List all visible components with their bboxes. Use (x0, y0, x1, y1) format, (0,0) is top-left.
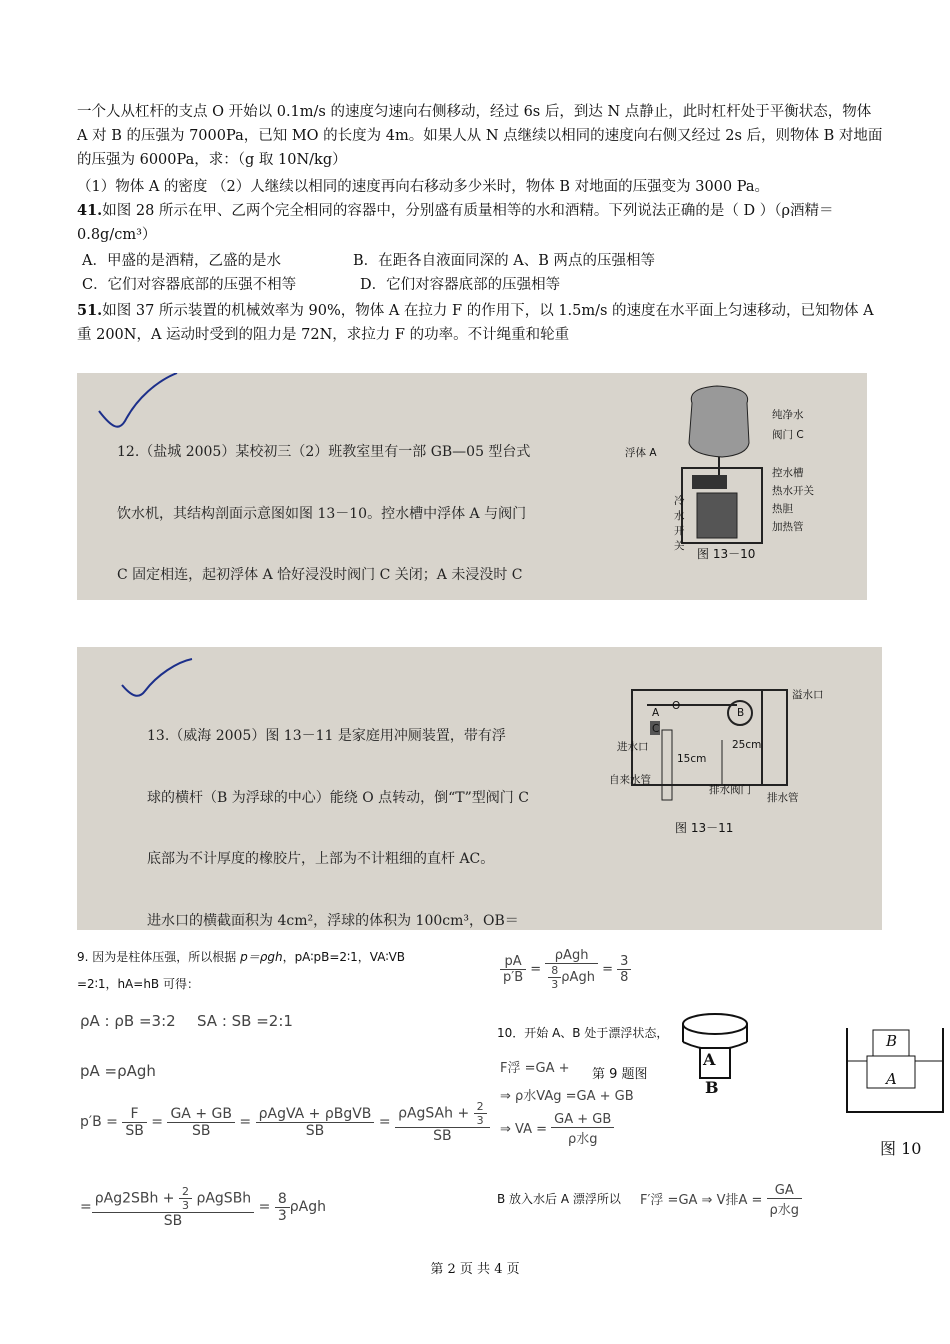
den: ρ水g (567, 1132, 598, 1147)
question-51-number: 51. (77, 302, 103, 319)
label-hot-switch: 热水开关 (772, 485, 814, 497)
den: SB (191, 1122, 211, 1139)
label-float-a: 浮体 A (625, 447, 657, 459)
scan1-line: C 固定相连，起初浮体 A 恰好浸没时阀门 C 关闭；A 未浸没时 C (117, 567, 523, 583)
eq-d (640, 1183, 802, 1218)
num: ρAgVA + ρBgVB (256, 1106, 375, 1123)
solution-9-text: 9. 因为是柱体压强，所以根据 (77, 950, 237, 964)
num: 8 (548, 964, 561, 978)
num: ρAgh (545, 948, 598, 964)
f-float-eq: F浮 =GA + (500, 1061, 570, 1076)
frac-eq-c (551, 1112, 614, 1147)
num: F (122, 1106, 147, 1123)
frac-2-3b (179, 1185, 192, 1212)
den: SB (125, 1122, 144, 1139)
label-drain-valve: 排水阀门 (709, 784, 751, 796)
frac-gab-sb (167, 1106, 235, 1139)
solution-9-line2: =2∶1，hA=hB 可得： (77, 977, 199, 991)
num-text: ρAgSAh + (398, 1105, 470, 1122)
figure-caption-13-11: 图 13－11 (675, 821, 734, 835)
label-25cm: 25cm (732, 739, 762, 751)
option-c: C．它们对容器底部的压强不相等 (82, 277, 297, 293)
label-b: B (737, 707, 745, 719)
label-o: O (672, 700, 681, 712)
frac-rgh (545, 948, 598, 991)
den (545, 964, 598, 991)
num: GA + GB (167, 1106, 235, 1123)
eq-c (500, 1112, 614, 1147)
eq-c-text: ⇒ VA = (500, 1122, 548, 1137)
option-b: B．在距各自液面同深的 A、B 两点的压强相等 (353, 253, 655, 269)
s-ratio: SA : SB =2:1 (197, 1012, 293, 1030)
fig9-caption: 第 9 题图 (592, 1067, 648, 1082)
problem-intro-text: 一个人从杠杆的支点 O 开始以 0.1m/s 的速度匀速向右侧移动，经过 6s 后，到达 N 点静止，此时杠杆处于平衡状态，物体 A 对 B 的压强为 7000Pa，已知 MO 的长度为 4m。如果人从 N 点继续以相同的速度向右侧又经过 2s 后，则物体 B 对地面的压强为 6000Pa，求：（g 取 10N/kg） (77, 104, 883, 168)
result: ρAgh (289, 1199, 326, 1215)
label-overflow: 溢水口 (792, 689, 824, 701)
rho-ratio: ρA : ρB =3:2 (80, 1012, 176, 1030)
label-heater: 加热管 (772, 521, 804, 533)
eq-d-text: F′浮 =GA ⇒ V排A = (640, 1193, 763, 1208)
frac-f-sb (122, 1106, 147, 1139)
num: 2 (474, 1100, 487, 1114)
den-rgh: ρAgh (561, 970, 595, 985)
den: SB (433, 1128, 452, 1144)
num (395, 1100, 490, 1128)
label-liner: 热胆 (772, 503, 793, 515)
scan2-line: 球的横杆（B 为浮球的中心）能绕 O 点转动，倒“T”型阀门 C (147, 789, 529, 806)
fig10-b: B (886, 1032, 898, 1050)
pb-lhs: p′B (80, 1114, 102, 1130)
label-valve-c: 阀门 C (772, 429, 804, 441)
label-15cm: 15cm (677, 753, 707, 765)
problem-questions-text: （1）物体 A 的密度 （2）人继续以相同的速度再向右移动多少米时，物体 B 对地面的压强变为 3000 Pa。 (77, 179, 769, 195)
eq-b: ⇒ ρ水VAg =GA + GB (500, 1089, 634, 1104)
question-51-text: 如图 37 所示装置的机械效率为 90%，物体 A 在拉力 F 的作用下，以 1.5m/s 的速度在水平面上匀速移动，已知物体 A 重 200N，A 运动时受到的阻力是 72N，求拉力 F 的功率。不计绳重和轮重 (77, 303, 874, 343)
den: 8 (620, 970, 629, 985)
scan1-line: 12.（盐城 2005）某校初三（2）班教室里有一部 GB—05 型台式 (117, 444, 531, 460)
question-51 (77, 299, 883, 347)
den: SB (305, 1122, 325, 1139)
figure-caption-13-10: 图 13－10 (697, 547, 756, 561)
frac-2-3 (474, 1100, 487, 1127)
scan2-line: 底部为不计厚度的橡胶片，上部为不计粗细的直杆 AC。 (147, 851, 495, 867)
num-b: ρAgSBh (196, 1190, 252, 1207)
solution-9-ratio: ，pA∶pB=2∶1，VA∶VB (282, 950, 406, 964)
den: ρ水g (769, 1203, 800, 1218)
question-41 (77, 199, 883, 247)
block-b-label: B (705, 1078, 719, 1097)
num (92, 1185, 254, 1213)
fig10-caption: 图 10 (880, 1139, 922, 1158)
scan2-line: 13.（威海 2005）图 13－11 是家庭用冲厕装置，带有浮 (147, 728, 506, 744)
label-inlet: 进水口 (617, 741, 649, 753)
num: 2 (179, 1185, 192, 1199)
label-tap-pipe: 自来水管 (609, 774, 651, 786)
question-41-text: 如图 28 所示在甲、乙两个完全相同的容器中，分别盛有质量相等的水和酒精。下列说法正确的是（ D ）（ρ酒精＝0.8g/cm³） (77, 203, 834, 243)
solution-10b-text: B 放入水后 A 漂浮所以 (497, 1192, 621, 1206)
right-ratio-equation: $\frac{pA}{p'B}$ = ρAgh $\frac{8}{3}$ ρAgh = $\frac{3}{8}$ (500, 948, 631, 991)
den: SB (163, 1213, 183, 1229)
page-footer: 第 2 页 共 4 页 (430, 1262, 520, 1277)
num: 8 (275, 1191, 290, 1208)
frac-rgv-sb (256, 1106, 375, 1139)
label-drain-pipe: 排水管 (767, 792, 799, 804)
frac-eq2 (92, 1185, 254, 1229)
formula-p-rho-g-h: p＝ρgh (240, 950, 283, 964)
label-cold-switch: 冷水开关 (674, 495, 685, 552)
frac-rgsh-sb (395, 1100, 490, 1144)
frac-eq-d (767, 1183, 803, 1218)
frac-8-3c (548, 964, 561, 991)
solution-9-intro (77, 948, 405, 965)
scanned-problem-13 (77, 647, 882, 930)
solution-10-text: 10．开始 A、B 处于漂浮状态， (497, 1026, 669, 1040)
question-41-number: 41. (77, 202, 103, 219)
frac-3-8 (617, 954, 631, 985)
scan2-line: 进水口的横截面积为 4cm²，浮球的体积为 100cm³，OB＝ (147, 912, 519, 929)
option-a: A．甲盛的是酒精，乙盛的是水 (82, 253, 281, 269)
frac-pa-pb (500, 954, 526, 985)
scan1-text-block (117, 401, 543, 600)
frac-8-3 (275, 1191, 290, 1224)
label-control-tank: 控水槽 (772, 467, 804, 479)
scan1-line: 饮水机，其结构剖面示意图如图 13－10。控水槽中浮体 A 与阀门 (117, 505, 527, 522)
num: GA (767, 1183, 803, 1199)
den: 3 (476, 1114, 484, 1127)
num: 3 (617, 954, 631, 970)
pa-formula: pA =ρAgh (80, 1062, 156, 1080)
den: p′B (503, 970, 524, 985)
option-d: D．它们对容器底部的压强相等 (360, 277, 561, 293)
den: 3 (277, 1207, 287, 1224)
scanned-problem-12 (77, 373, 867, 600)
num: GA + GB (551, 1112, 614, 1128)
num: pA (500, 954, 526, 970)
label-pure-water: 纯净水 (772, 409, 804, 421)
den: 3 (551, 978, 559, 991)
num-a: ρAg2SBh + (94, 1190, 175, 1207)
block-a-label: A (703, 1050, 716, 1069)
fig10-a: A (886, 1070, 897, 1088)
den: 3 (182, 1199, 189, 1212)
pb-equation: p′B = $\frac{F}{SB}$ = $\frac{GA + GB}{SB}$ = $\frac{\text{ρAgVA + ρBgVB}}{SB}$ = ρAgSAh + $\frac{2}{3}$ SB (80, 1100, 490, 1144)
label-c: C (652, 723, 660, 735)
label-a: A (652, 707, 660, 719)
second-equation: = ρAg2SBh + $\frac{2}{3}$ ρAgSBh SB = $\frac{8}{3}$ ρAgh (80, 1185, 326, 1229)
